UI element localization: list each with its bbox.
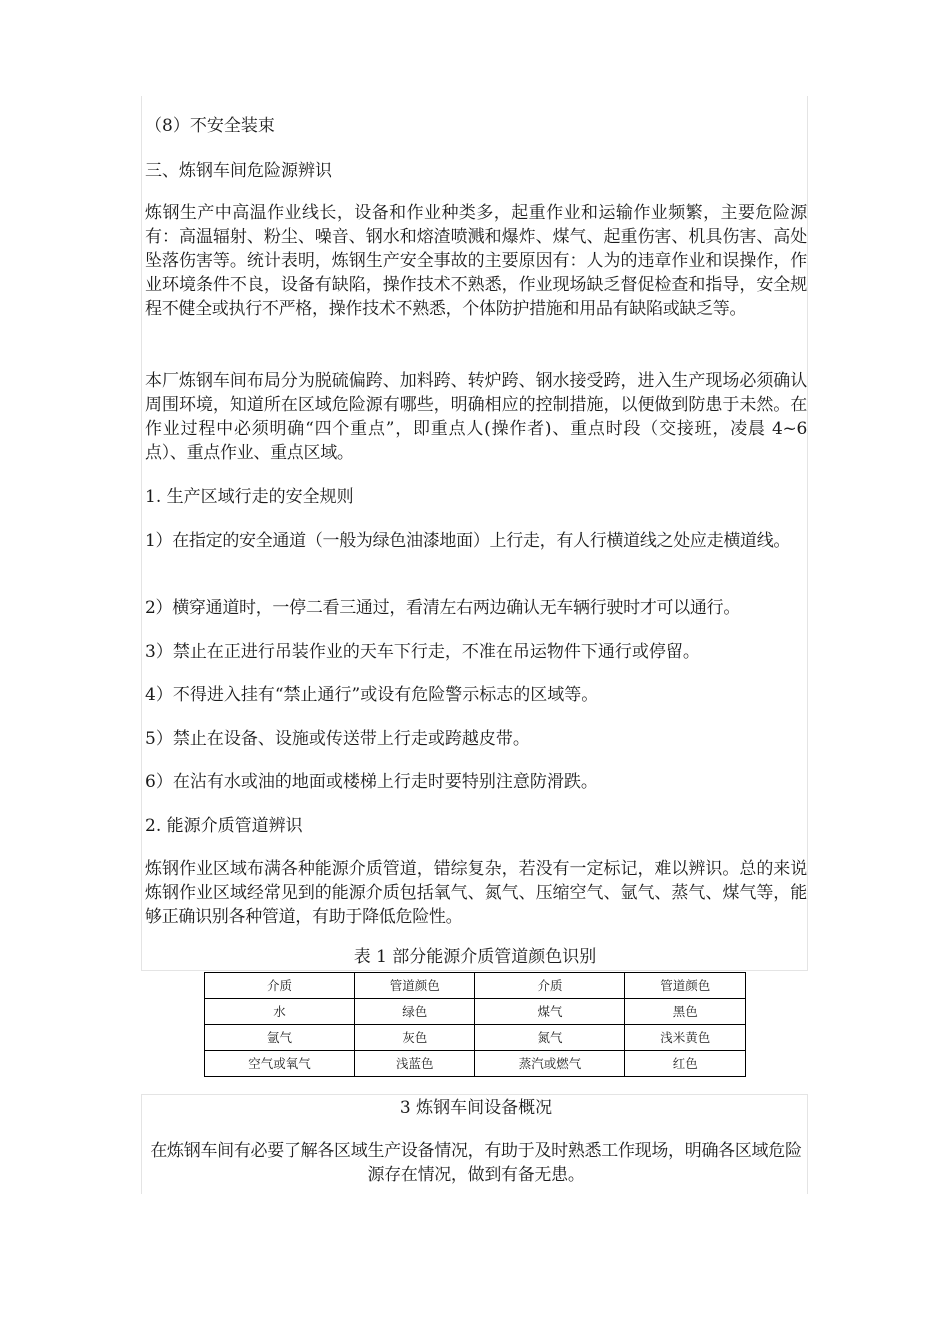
paragraph-workshop-layout: 本厂炼钢车间布局分为脱硫偏跨、加料跨、转炉跨、钢水接受跨，进入生产现场必须确认周围环境，知道所在区域危险源有哪些，明确相应的控制措施，以便做到防患于未然。在作业过程中必须明确“四个重点”，即重点人(操作者)、重点时段（交接班，凌晨 4~6 点）、重点作业、重点区域。 xyxy=(145,371,807,463)
subheading-walking-rules: 1. 生产区域行走的安全规则 xyxy=(145,487,354,507)
table-header-row xyxy=(205,973,746,999)
header-cell: 介质 xyxy=(205,973,355,999)
section-heading-equipment-overview: 3 炼钢车间设备概况 xyxy=(399,1098,553,1118)
table-row xyxy=(205,999,746,1025)
rule-item-2: 2）横穿通道时，一停二看三通过，看清左右两边确认无车辆行驶时才可以通行。 xyxy=(145,598,741,618)
table-cell: 空气或氧气 xyxy=(205,1051,355,1077)
table-row xyxy=(205,1025,746,1051)
rule-item-3: 3）禁止在正进行吊装作业的天车下行走，不准在吊运物件下通行或停留。 xyxy=(145,642,700,662)
table-cell: 浅蓝色 xyxy=(355,1051,475,1077)
paragraph-equipment-overview: 在炼钢车间有必要了解各区域生产设备情况，有助于及时熟悉工作现场，明确各区域危险源存在情况，做到有备无患。 xyxy=(150,1141,802,1185)
rule-item-5: 5）禁止在设备、设施或传送带上行走或跨越皮带。 xyxy=(145,729,530,749)
table-cell: 黑色 xyxy=(625,999,746,1025)
table-cell: 煤气 xyxy=(475,999,625,1025)
table-cell: 浅米黄色 xyxy=(625,1025,746,1051)
paragraph-main-hazards: 炼钢生产中高温作业线长，设备和作业种类多，起重作业和运输作业频繁，主要危险源有：高温辐射、粉尘、噪音、钢水和熔渣喷溅和爆炸、煤气、起重伤害、机具伤害、高处坠落伤害等。统计表明，炼钢生产安全事故的主要原因有：人为的违章作业和误操作，作业环境条件不良，设备有缺陷，操作技术不熟悉，作业现场缺乏督促检查和指导，安全规程不健全或执行不严格，操作技术不熟悉，个体防护措施和用品有缺陷或缺乏等。 xyxy=(145,203,807,319)
table-cell: 红色 xyxy=(625,1051,746,1077)
header-cell: 管道颜色 xyxy=(625,973,746,999)
pipeline-color-table xyxy=(204,972,746,1077)
header-cell: 介质 xyxy=(475,973,625,999)
rule-item-4: 4）不得进入挂有“禁止通行”或设有危险警示标志的区域等。 xyxy=(145,685,599,705)
table-cell: 灰色 xyxy=(355,1025,475,1051)
rule-item-1: 1）在指定的安全通道（一般为绿色油漆地面）上行走，有人行横道线之处应走横道线。 xyxy=(145,531,791,551)
table-cell: 绿色 xyxy=(355,999,475,1025)
table-cell: 蒸汽或燃气 xyxy=(475,1051,625,1077)
table-row xyxy=(205,1051,746,1077)
rule-item-6: 6）在沾有水或油的地面或楼梯上行走时要特别注意防滑跌。 xyxy=(145,772,598,792)
header-cell: 管道颜色 xyxy=(355,973,475,999)
subheading-pipeline-identification: 2. 能源介质管道辨识 xyxy=(145,816,303,836)
section-heading-hazard-identification: 三、炼钢车间危险源辨识 xyxy=(145,161,332,181)
table-cell: 氩气 xyxy=(205,1025,355,1051)
table-cell: 氮气 xyxy=(475,1025,625,1051)
table-caption: 表 1 部分能源介质管道颜色识别 xyxy=(353,947,597,967)
table-cell: 水 xyxy=(205,999,355,1025)
item-unsafe-attire: （8）不安全装束 xyxy=(145,116,275,136)
paragraph-energy-media: 炼钢作业区域布满各种能源介质管道，错综复杂，若没有一定标记，难以辨识。总的来说炼钢作业区域经常见到的能源介质包括氧气、氮气、压缩空气、氩气、蒸气、煤气等，能够正确识别各种管道，有助于降低危险性。 xyxy=(145,859,807,927)
